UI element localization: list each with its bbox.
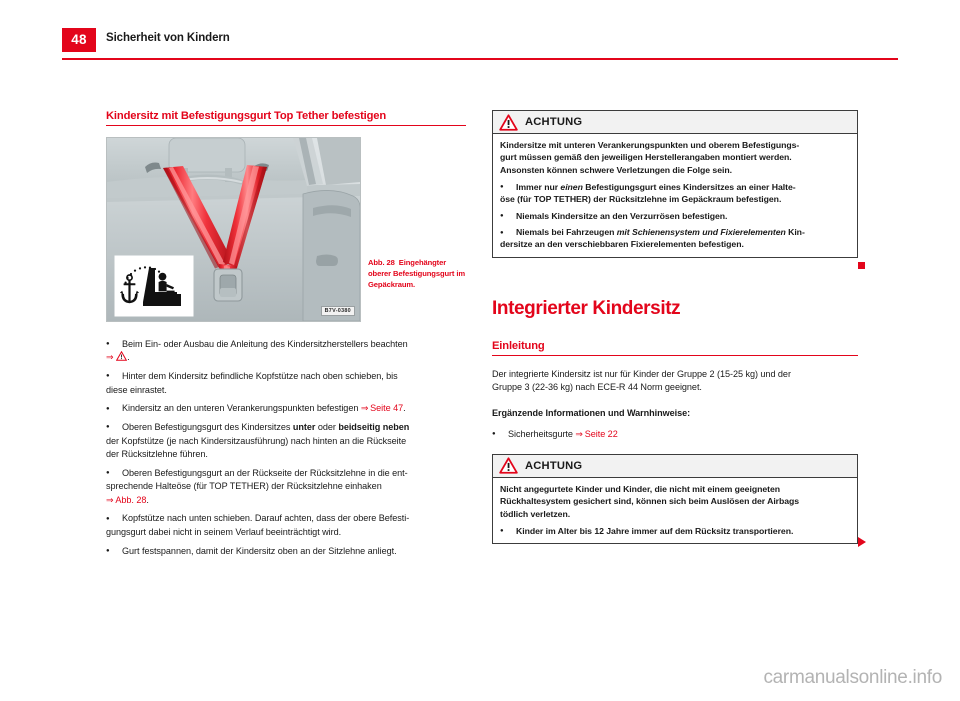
list-item xyxy=(106,402,466,415)
list-item xyxy=(106,545,466,558)
warning-intro-text: Nicht angegurtete Kinder und Kinder, die nicht mit einem geeigneten Rückhaltesystem gesichert sind, können sich beim Auslösen der Airbags tödlich verletzen. xyxy=(500,483,800,519)
bullet-dot xyxy=(492,428,508,441)
watermark: carmanualsonline.info xyxy=(763,667,942,688)
warning-triangle-icon xyxy=(116,351,127,361)
warning-box-header xyxy=(493,455,857,478)
list-item-text: Beim Ein- oder Ausbau die Anleitung des Kindersitzherstellers beachten ⇒ . xyxy=(106,339,408,363)
bullet-dot xyxy=(106,512,122,525)
warning-box-top-tether xyxy=(492,110,858,258)
figure-caption-line1: Eingehängter xyxy=(398,258,447,267)
list-item xyxy=(500,226,850,251)
warning-triangle-icon xyxy=(499,457,518,474)
list-item-text: Sicherheitsgurte ⇒ Seite 22 xyxy=(508,428,618,439)
list-item-text: Niemals bei Fahrzeugen mit Schienensystem und Fixierelementen Kin- dersitze an den verschiebbaren Fixierelementen befestigen. xyxy=(500,227,805,250)
warning-intro-text: Kindersitze mit unteren Verankerungspunkten und oberem Befestigungs- gurt müssen gemäß den jeweiligen Herstellerangaben montiert werden. Ansonsten können schwere Verletzungen die Folge sein. xyxy=(500,140,800,175)
list-item xyxy=(106,370,466,397)
section-end-marker-square xyxy=(858,262,865,269)
figure-28 xyxy=(106,137,359,320)
section-heading-einleitung: Einleitung xyxy=(492,340,858,356)
list-item-text: Oberen Befestigungsgurt des Kindersitzes unter oder beidseitig neben der Kopfstütze (je nach Kindersitzausführung) nach hinten an die Rückseite der Rücksitzlehne führen. xyxy=(106,422,410,460)
warning-box-body xyxy=(493,134,857,257)
instruction-list xyxy=(106,338,466,558)
figure-caption xyxy=(368,258,466,290)
bullet-dot xyxy=(106,545,122,558)
warning-box-title: ACHTUNG xyxy=(525,459,583,472)
warning-box-title: ACHTUNG xyxy=(525,116,583,128)
figure-caption-label: Abb. 28 xyxy=(368,258,395,267)
list-item xyxy=(492,428,858,441)
page-header xyxy=(62,28,898,58)
list-item xyxy=(500,525,850,537)
chapter-heading-integrated-seat: Integrierter Kindersitz xyxy=(492,297,681,319)
warning-box-body xyxy=(493,478,857,543)
list-item-text: Niemals Kindersitze an den Verzurrösen befestigen. xyxy=(516,210,728,221)
supplement-heading: Ergänzende Informationen und Warnhinweise: xyxy=(492,408,691,419)
bullet-dot xyxy=(500,226,516,238)
bullet-dot xyxy=(106,467,122,480)
list-item-text: Immer nur einen Befestigungsgurt eines Kindersitzes an einer Halte- öse (für TOP TETHER) der Rücksitzlehne im Gepäckraum befestigen. xyxy=(500,182,796,205)
figure-caption-line2: oberer Befestigungsgurt xyxy=(368,268,455,278)
list-item-text: Kinder im Alter bis 12 Jahre immer auf dem Rücksitz transportieren. xyxy=(516,525,794,536)
warning-triangle-icon xyxy=(499,114,518,131)
header-divider xyxy=(62,58,898,60)
section-end-marker-triangle xyxy=(858,537,866,547)
figure-frame xyxy=(106,137,361,322)
bullet-dot xyxy=(500,525,516,537)
section-heading-top-tether: Kindersitz mit Befestigungsgurt Top Tether befestigen xyxy=(106,110,466,126)
page-title: Sicherheit von Kindern xyxy=(106,32,230,44)
top-tether-illustration xyxy=(107,138,360,321)
figure-caption-line3: im Gepäckraum. xyxy=(368,268,465,289)
figure-part-number: B7V-0380 xyxy=(321,306,355,316)
warning-box-header xyxy=(493,111,857,134)
list-item xyxy=(500,181,850,206)
list-item xyxy=(500,210,850,222)
right-column xyxy=(492,110,858,544)
list-item-text: Gurt festspannen, damit der Kindersitz oben an der Sitzlehne anliegt. xyxy=(122,545,397,556)
intro-paragraph: Der integrierte Kindersitz ist nur für Kinder der Gruppe 2 (15-25 kg) und der Gruppe 3 (22-36 kg) nach ECE-R 44 Norm geeignet. xyxy=(492,368,791,392)
list-item xyxy=(106,421,466,461)
list-item-text: Kopfstütze nach unten schieben. Darauf achten, dass der obere Befesti- gungsgurt dabei nicht in seinem Verlauf beeinträchtigt wird. xyxy=(106,513,410,537)
list-item-text: Kindersitz an den unteren Verankerungspunkten befestigen ⇒ Seite 47. xyxy=(122,403,406,414)
page-number-badge: 48 xyxy=(62,28,96,52)
list-item-text: Oberen Befestigungsgurt an der Rückseite der Rücksitzlehne in die ent- sprechende Halteöse (für TOP TETHER) der Rücksitzlehne einhaken ⇒ Abb. 28. xyxy=(106,467,408,505)
list-item xyxy=(106,467,466,507)
bullet-dot xyxy=(106,421,122,434)
list-item-text: Hinter dem Kindersitz befindliche Kopfstütze nach oben schieben, bis diese einrastet. xyxy=(106,371,398,395)
left-column xyxy=(106,110,466,564)
list-item xyxy=(106,512,466,539)
supplement-list xyxy=(492,428,858,441)
bullet-dot xyxy=(500,210,516,222)
bullet-dot xyxy=(106,338,122,351)
list-item xyxy=(106,338,466,365)
warning-box-airbag xyxy=(492,454,858,544)
bullet-dot xyxy=(500,181,516,193)
bullet-dot xyxy=(106,370,122,383)
bullet-dot xyxy=(106,402,122,415)
